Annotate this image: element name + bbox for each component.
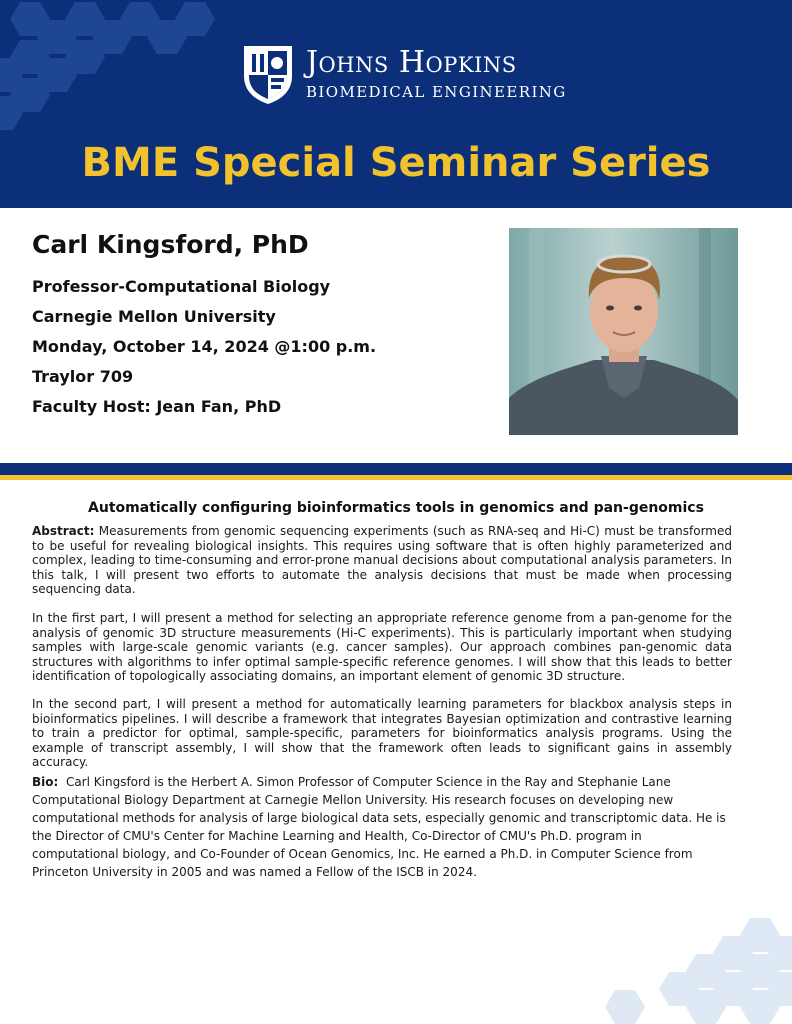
speaker-title: Professor-Computational Biology [32,277,331,296]
divider-gold [0,475,792,480]
bio-text: Carl Kingsford is the Herbert A. Simon Professor of Computer Science in the Ray and Stephanie Lane Computational Biology Department at Carnegie Mellon University. His research focuses on developing new computational methods for analysis of large biological data sets, especially genomic and transcriptomic data. He is the Director of CMU's Center for Machine Learning and Health, Co-Director of CMU's Ph.D. program in computational biology, and Co-Founder of Ocean Genomics, Inc. He earned a Ph.D. in Computer Science from Princeton University in 2005 and was named a Fellow of the ISCB in 2024. [32,775,726,879]
abstract-paragraph-1 [32,524,732,597]
speaker-name: Carl Kingsford, PhD [32,230,309,259]
seminar-location: Traylor 709 [32,367,134,386]
divider-blue [0,463,792,475]
header-banner [0,0,792,208]
seminar-datetime: Monday, October 14, 2024 @1:00 p.m. [32,337,377,356]
speaker-affiliation: Carnegie Mellon University [32,307,276,326]
bio-section [32,773,732,881]
abstract-paragraph-3: In the second part, I will present a method for automatically learning parameters for blackbox analysis steps in bioinformatics pipelines. I will describe a framework that integrates Bayesian optimization and contrastive learning to train a predictor for optimal, sample-specific, parameters for bioinformatics analysis programs. Using the example of transcript assembly, I will show that the framework often leads to significant gains in assembly accuracy. [32,697,732,770]
speaker-info [32,230,376,422]
faculty-host-name: Jean Fan, PhD [156,397,282,416]
university-shield-icon [240,42,296,106]
abstract-text-1: Measurements from genomic sequencing experiments (such as RNA-seq and Hi-C) must be transformed to be useful for revealing biological insights. This requires using software that is often highly parameterized and complex, leading to time-consuming and error-prone manual decisions about computational analysis parameters. In this talk, I will present two efforts to automate the analysis decisions that must be made when processing sequencing data. [32,524,732,597]
faculty-host-label: Faculty Host: [32,397,151,416]
jhu-logo [240,42,567,106]
abstract-label: Abstract: [32,524,95,538]
talk-title: Automatically configuring bioinformatics tools in genomics and pan-genomics [88,500,704,516]
hexagon-pattern [0,0,260,130]
speaker-photo [509,228,738,435]
department-name: BIOMEDICAL ENGINEERING [306,83,567,101]
institution-name: Johns Hopkins [306,45,517,80]
series-title: BME Special Seminar Series [81,140,711,186]
faculty-host [32,392,376,422]
bio-label: Bio: [32,775,59,789]
abstract-paragraph-2: In the first part, I will present a method for selecting an appropriate reference genome from a pan-genome for the analysis of genomic 3D structure measurements (Hi-C experiments). This is particularly important when studying samples with large-scale genomic variants (e.g. cancer samples). Our approach combines pan-genomic data structures with algorithms to infer optimal sample-specific reference genomes. I will show that this leads to better identification of topologically associating domains, an important element of genomic 3D structure. [32,611,732,684]
hexagon-pattern-bottom [600,900,792,1024]
